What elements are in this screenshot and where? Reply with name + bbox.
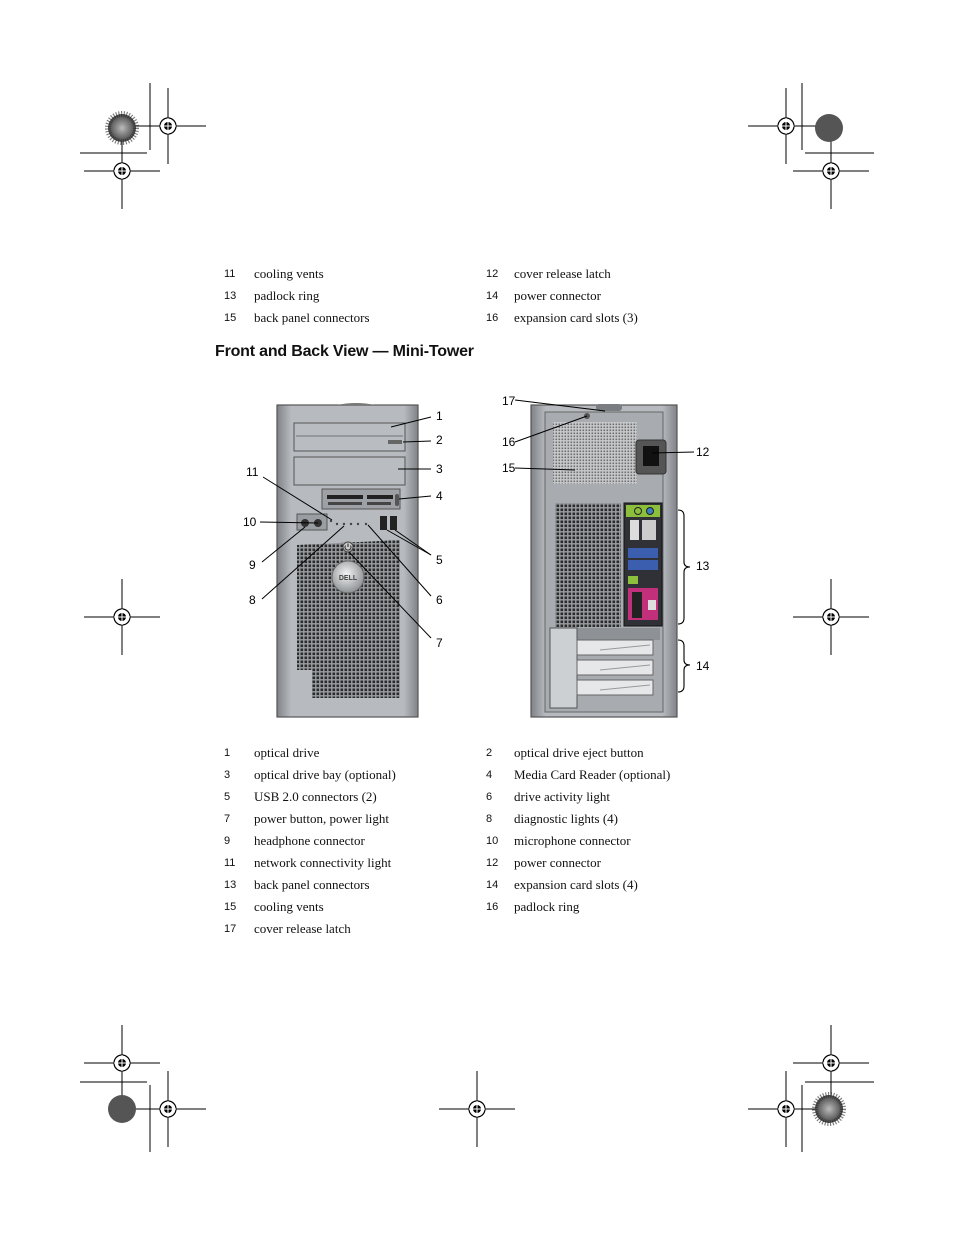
front-view [277, 403, 418, 717]
callout-15: 15 [502, 461, 516, 475]
legend-number: 16 [486, 901, 499, 913]
callout-2: 2 [436, 433, 443, 447]
callout-8: 8 [249, 593, 256, 607]
legend-text: network connectivity light [254, 855, 392, 870]
legend-text: cooling vents [254, 899, 324, 914]
callout-12: 12 [696, 445, 710, 459]
callout-17: 17 [502, 394, 516, 408]
legend-text: optical drive [254, 745, 320, 760]
legend-number: 15 [224, 312, 237, 324]
legend-number: 16 [486, 312, 499, 324]
legend-number: 17 [224, 923, 237, 935]
callout-1: 1 [436, 409, 443, 423]
legend-row [224, 899, 684, 921]
legend-text: microphone connector [514, 833, 631, 848]
back-view [531, 404, 690, 717]
legend-row [224, 877, 684, 899]
callout-13: 13 [696, 559, 710, 573]
legend-number: 5 [224, 791, 231, 803]
legend-text: power connector [514, 288, 601, 303]
legend-text: headphone connector [254, 833, 365, 848]
legend-text: diagnostic lights (4) [514, 811, 618, 826]
bottom-legend [224, 745, 684, 943]
callout-6: 6 [436, 593, 443, 607]
legend-number: 12 [486, 857, 499, 869]
legend-row [224, 745, 684, 767]
legend-number: 10 [486, 835, 499, 847]
legend-text: padlock ring [254, 288, 320, 303]
legend-row [224, 767, 684, 789]
section-title: Front and Back View — Mini-Tower [215, 343, 474, 360]
legend-text: power connector [514, 855, 601, 870]
legend-number: 1 [224, 747, 231, 759]
legend-text: padlock ring [514, 899, 580, 914]
legend-row [224, 921, 684, 943]
legend-number: 9 [224, 835, 231, 847]
legend-text: expansion card slots (3) [514, 310, 638, 325]
legend-number: 6 [486, 791, 493, 803]
legend-text: USB 2.0 connectors (2) [254, 789, 377, 804]
callout-4: 4 [436, 489, 443, 503]
legend-text: optical drive bay (optional) [254, 767, 396, 782]
legend-text: cover release latch [514, 266, 611, 281]
legend-text: drive activity light [514, 789, 611, 804]
legend-number: 14 [486, 879, 499, 891]
callout-14: 14 [696, 659, 710, 673]
legend-text: power button, power light [254, 811, 390, 826]
dell-logo-text: DELL [338, 575, 358, 582]
legend-text: back panel connectors [254, 310, 370, 325]
legend-number: 13 [224, 879, 237, 891]
legend-number: 12 [486, 268, 499, 280]
legend-number: 7 [224, 813, 231, 825]
legend-number: 15 [224, 901, 237, 913]
legend-row [224, 833, 684, 855]
legend-number: 11 [224, 857, 236, 869]
legend-number: 3 [224, 769, 231, 781]
legend-number: 11 [224, 268, 236, 280]
legend-number: 2 [486, 747, 493, 759]
legend-row [224, 789, 684, 811]
callout-9: 9 [249, 558, 256, 572]
legend-row [224, 811, 684, 833]
callout-3: 3 [436, 462, 443, 476]
legend-text: cover release latch [254, 921, 351, 936]
legend-row [224, 855, 684, 877]
callout-16: 16 [502, 435, 516, 449]
legend-text: optical drive eject button [514, 745, 644, 760]
legend-number: 8 [486, 813, 493, 825]
legend-text: cooling vents [254, 266, 324, 281]
callout-7: 7 [436, 636, 443, 650]
legend-number: 13 [224, 290, 237, 302]
legend-text: expansion card slots (4) [514, 877, 638, 892]
legend-number: 14 [486, 290, 499, 302]
callout-11: 11 [246, 465, 259, 479]
callout-5: 5 [436, 553, 443, 567]
legend-number: 4 [486, 769, 493, 781]
legend-text: Media Card Reader (optional) [514, 767, 671, 782]
legend-text: back panel connectors [254, 877, 370, 892]
callout-10: 10 [243, 515, 257, 529]
